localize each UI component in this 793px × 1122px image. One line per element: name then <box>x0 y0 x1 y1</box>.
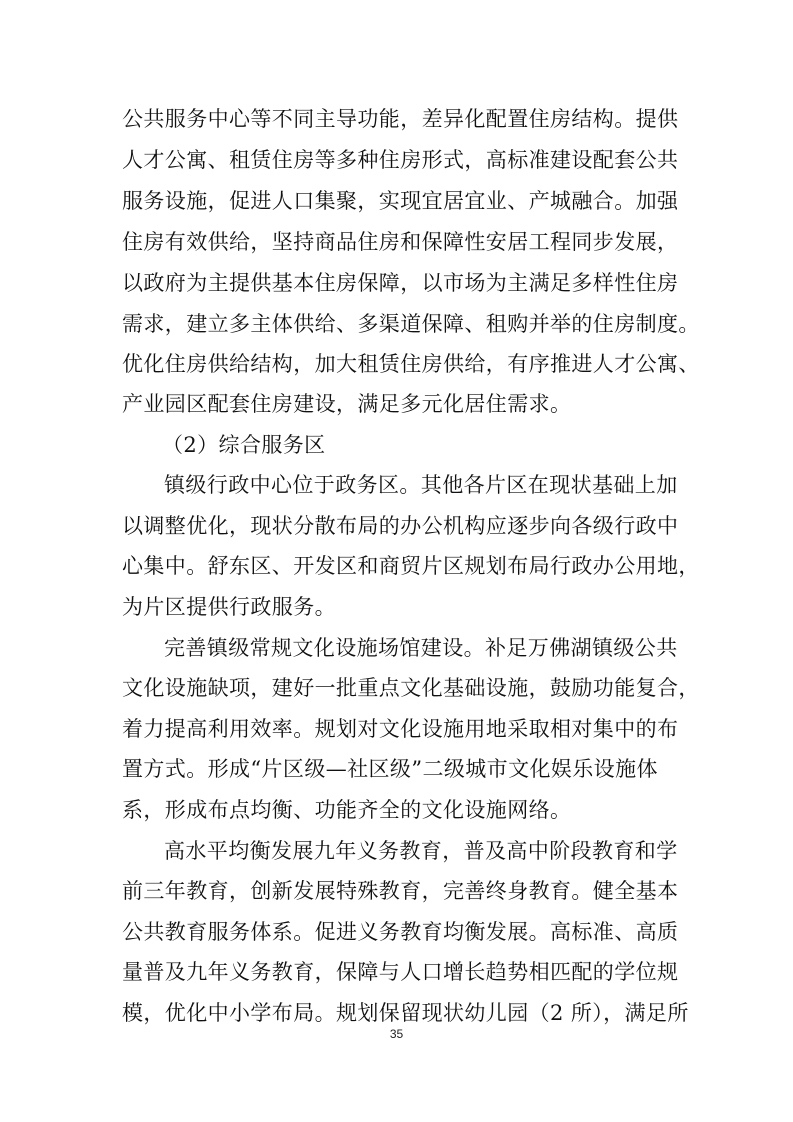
body-text-line: 着力提高利用效率。规划对文化设施用地采取相对集中的布 <box>122 717 679 741</box>
body-text-line: 优化住房供给结构，加大租赁住房供给，有序推进人才公寓、 <box>122 352 700 376</box>
body-text-line: 心集中。舒东区、开发区和商贸片区规划布局行政办公用地， <box>122 554 700 578</box>
body-text-line: 服务设施，促进人口集聚，实现宜居宜业、产城融合。加强 <box>122 189 679 213</box>
section-heading: （2）综合服务区 <box>162 433 326 457</box>
body-text-line: 人才公寓、租赁住房等多种住房形式，高标准建设配套公共 <box>122 148 679 172</box>
body-text-line: 文化设施缺项，建好一批重点文化基础设施，鼓励功能复合， <box>122 676 700 700</box>
body-text-line: 系，形成布点均衡、功能齐全的文化设施网络。 <box>122 798 572 822</box>
paragraph-first-line: 高水平均衡发展九年义务教育，普及高中阶段教育和学 <box>164 839 678 863</box>
paragraph-first-line: 完善镇级常规文化设施场馆建设。补足万佛湖镇级公共 <box>164 636 678 660</box>
body-text-line: 以调整优化，现状分散布局的办公机构应逐步向各级行政中 <box>122 514 679 538</box>
body-text-line: 公共教育服务体系。促进义务教育均衡发展。高标准、高质 <box>122 920 679 944</box>
body-text-line: 模，优化中小学布局。规划保留现状幼儿园（2 所），满足所 <box>122 1001 689 1025</box>
body-text-line: 住房有效供给，坚持商品住房和保障性安居工程同步发展， <box>122 230 679 254</box>
body-text-line: 需求，建立多主体供给、多渠道保障、租购并举的住房制度。 <box>122 312 700 336</box>
page-number: 35 <box>389 1027 404 1041</box>
body-text-line: 产业园区配套住房建设，满足多元化居住需求。 <box>122 392 572 416</box>
body-text-line: 置方式。形成“片区级—社区级”二级城市文化娱乐设施体 <box>122 757 658 781</box>
body-text-line: 前三年教育，创新发展特殊教育，完善终身教育。健全基本 <box>122 879 679 903</box>
body-text-line: 为片区提供行政服务。 <box>122 595 336 619</box>
paragraph-first-line: 镇级行政中心位于政务区。其他各片区在现状基础上加 <box>164 473 678 497</box>
body-text-line: 量普及九年义务教育，保障与人口增长趋势相匹配的学位规 <box>122 960 679 984</box>
body-text-line: 公共服务中心等不同主导功能，差异化配置住房结构。提供 <box>122 107 679 131</box>
body-text-line: 以政府为主提供基本住房保障，以市场为主满足多样性住房 <box>122 271 679 295</box>
